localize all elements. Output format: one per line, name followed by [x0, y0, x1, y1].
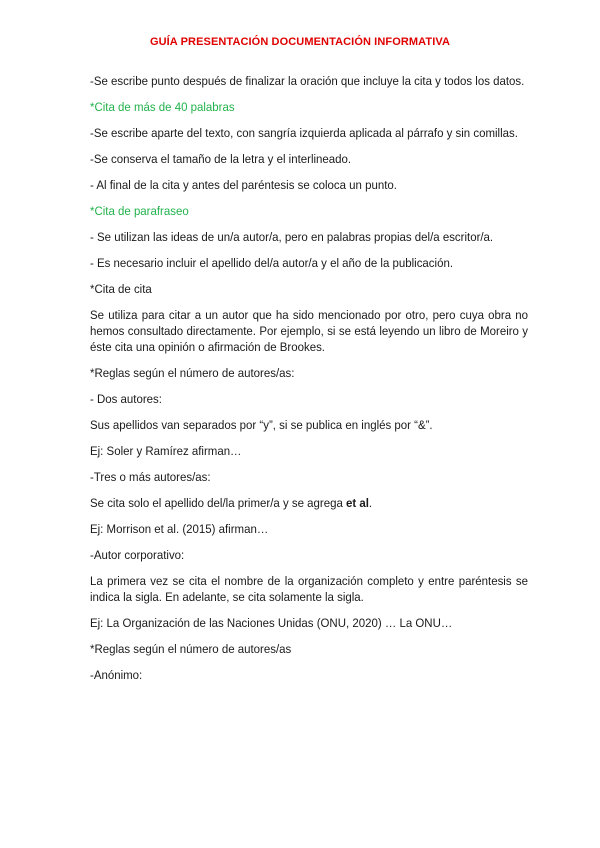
- example-line: Ej: La Organización de las Naciones Unidas (ONU, 2020) … La ONU…: [90, 616, 453, 630]
- section-heading-cita-de-cita: *Cita de cita: [90, 282, 152, 296]
- paragraph: La primera vez se cita el nombre de la organización completo y entre paréntesis se indica la sigla. En adelante, se cita solamente la sigla.: [90, 574, 529, 604]
- paragraph: -Tres o más autores/as:: [90, 470, 211, 484]
- paragraph: - Se utilizan las ideas de un/a autor/a, pero en palabras propias del/a escritor/a.: [90, 230, 494, 244]
- paragraph: -Autor corporativo:: [90, 548, 185, 562]
- paragraph: -Se conserva el tamaño de la letra y el interlineado.: [90, 152, 352, 166]
- paragraph: - Al final de la cita y antes del paréntesis se coloca un punto.: [90, 178, 397, 192]
- paragraph-suffix: .: [368, 496, 373, 510]
- paragraph: - Dos autores:: [90, 392, 162, 406]
- paragraph-et-al: [90, 495, 528, 511]
- section-heading-reglas-autores: *Reglas según el número de autores/as:: [90, 366, 295, 380]
- paragraph: -Se escribe punto después de finalizar la oración que incluye la cita y todos los datos.: [90, 74, 525, 88]
- example-line: Ej: Morrison et al. (2015) afirman…: [90, 522, 269, 536]
- section-heading-reglas-autores-2: *Reglas según el número de autores/as: [90, 642, 292, 656]
- document-body: [90, 73, 528, 693]
- paragraph: Se utiliza para citar a un autor que ha sido mencionado por otro, pero cuya obra no hemos consultado directamente. Por ejemplo, si se está leyendo un libro de Moreiro y éste cita una opinión o afirmación de Brookes.: [90, 308, 529, 354]
- section-heading-cita-40-palabras: *Cita de más de 40 palabras: [90, 100, 235, 114]
- paragraph-text: Se cita solo el apellido del/la primer/a y se agrega: [90, 496, 347, 510]
- document-title: GUÍA PRESENTACIÓN DOCUMENTACIÓN INFORMATIVA: [149, 36, 451, 48]
- paragraph: -Se escribe aparte del texto, con sangría izquierda aplicada al párrafo y sin comillas.: [90, 126, 518, 140]
- paragraph: Sus apellidos van separados por “y”, si se publica en inglés por “&”.: [90, 418, 433, 432]
- section-heading-cita-parafraseo: *Cita de parafraseo: [90, 204, 189, 218]
- bold-et-al: et al: [346, 496, 369, 510]
- example-line: Ej: Soler y Ramírez afirman…: [90, 444, 242, 458]
- paragraph: -Anónimo:: [90, 668, 143, 682]
- paragraph: - Es necesario incluir el apellido del/a autor/a y el año de la publicación.: [90, 256, 454, 270]
